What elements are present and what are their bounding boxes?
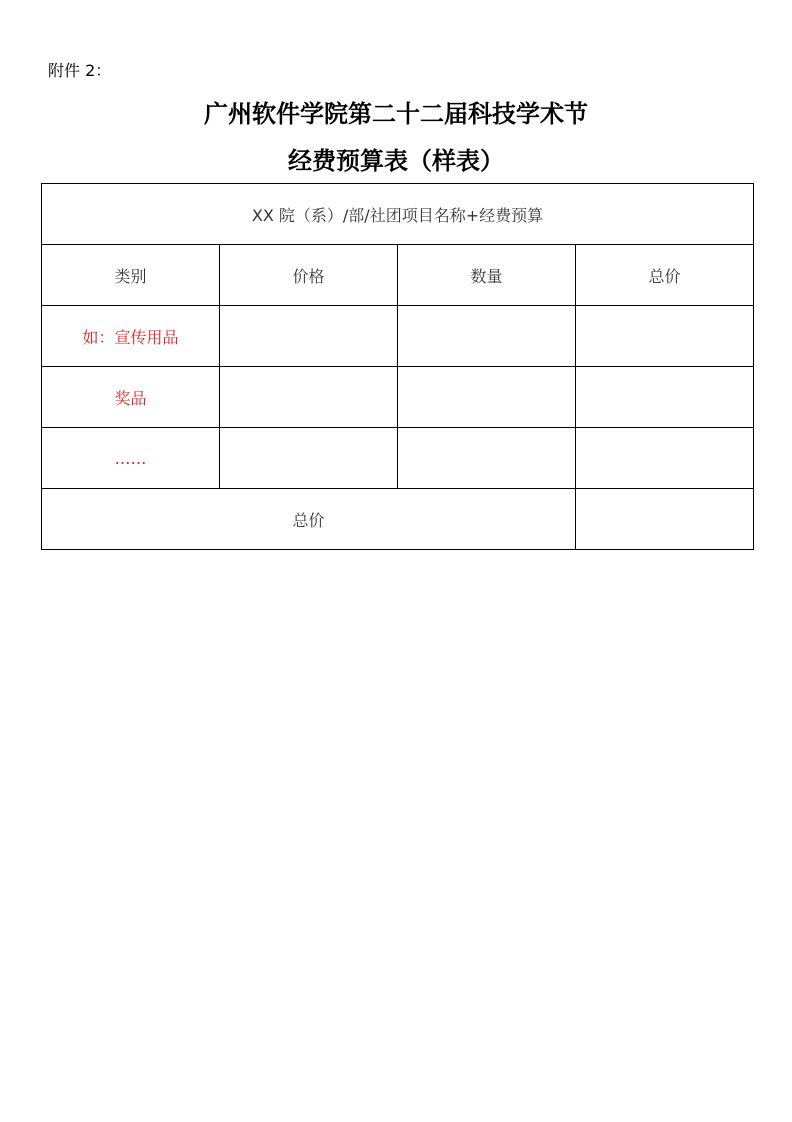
category-cell: 奖品 <box>42 367 220 428</box>
attachment-label: 附件 2： <box>48 61 112 80</box>
budget-table <box>41 183 754 550</box>
header-price: 价格 <box>220 245 398 306</box>
quantity-cell <box>398 367 576 428</box>
header-category: 类别 <box>42 245 220 306</box>
header-quantity: 数量 <box>398 245 576 306</box>
table-header-row <box>42 245 754 306</box>
price-cell <box>220 306 398 367</box>
table-caption: XX 院（系）/部/社团项目名称+经费预算 <box>42 184 754 245</box>
document-title: 广州软件学院第二十二届科技学术节 <box>204 99 588 128</box>
document-subtitle: 经费预算表（样表） <box>288 146 504 175</box>
header-total: 总价 <box>576 245 754 306</box>
quantity-cell <box>398 306 576 367</box>
table-row <box>42 428 754 489</box>
price-cell <box>220 367 398 428</box>
price-cell <box>220 428 398 489</box>
footer-total-label: 总价 <box>42 489 576 550</box>
category-cell: …… <box>42 428 220 489</box>
table-row <box>42 306 754 367</box>
table-row <box>42 367 754 428</box>
quantity-cell <box>398 428 576 489</box>
table-caption-row <box>42 184 754 245</box>
table-footer-row <box>42 489 754 550</box>
total-cell <box>576 306 754 367</box>
total-cell <box>576 367 754 428</box>
footer-total-value <box>576 489 754 550</box>
total-cell <box>576 428 754 489</box>
category-cell: 如：宣传用品 <box>42 306 220 367</box>
